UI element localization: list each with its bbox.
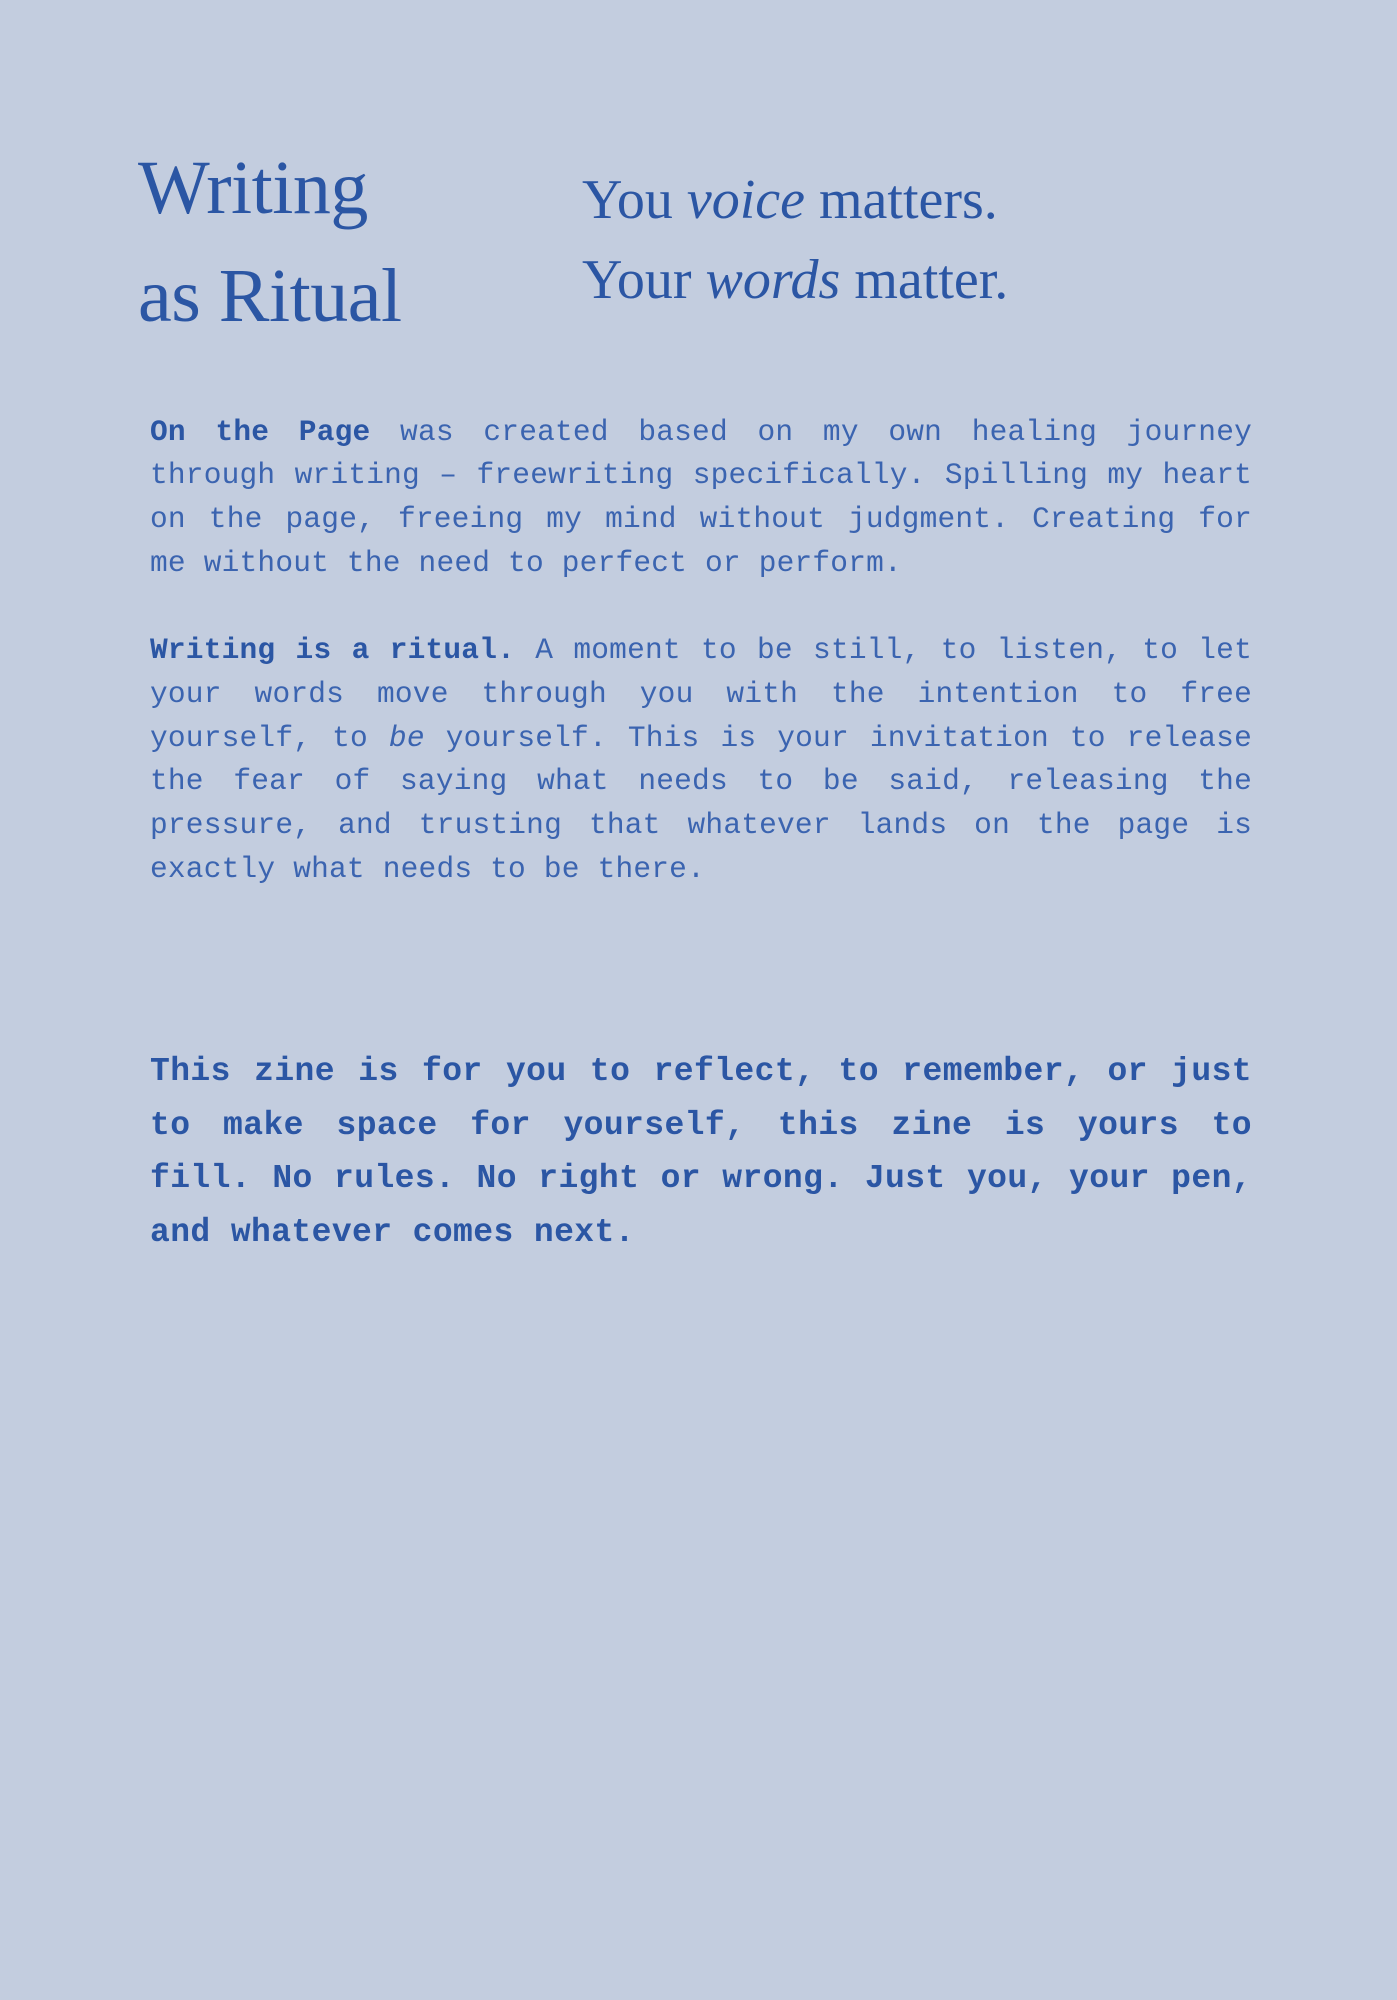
closing-statement: This zine is for you to reflect, to remember, or just to make space for yourself, this zine is yours to fill. No rules. No right or wrong. Just you, your pen, and whatever comes next. [150,1053,1252,1251]
paragraph-ritual-text-2: yourself. This is your invitation to release the fear of saying what needs to be said, releasing the pressure, and trusting that whatever lands on the page is exactly what needs to be there. [150,720,1252,886]
tagline-line-2-emphasis: words [705,248,841,311]
body-copy [150,411,1252,1259]
tagline [582,135,1397,320]
paragraph-ritual-emphasis: be [388,720,425,755]
paragraph-origin-lead: On the Page [150,414,371,449]
tagline-line-1-post: matters. [804,169,998,231]
page-title [138,135,558,351]
paragraph-origin-text: was created based on my own healing journey through writing – freewriting specifically. Spilling my heart on the page, freeing my mind without judgment. Creating for me without the need to perfect or perform. [150,414,1252,580]
tagline-line-1 [582,161,1397,241]
title-line-1: Writing [138,146,368,230]
tagline-line-2 [582,241,1397,321]
paragraph-ritual-text-1: A moment to be still, to listen, to let your words move through you with the intention to free yourself, to [150,633,1252,755]
paragraph-origin [150,411,1252,586]
tagline-line-1-emphasis: voice [686,169,805,231]
page-header [0,0,1397,351]
section-divider-space [150,935,1252,957]
tagline-line-2-post: matter. [840,248,1009,311]
paragraph-ritual [150,629,1252,891]
paragraph-ritual-lead: Writing is a ritual. [150,633,516,668]
tagline-line-1-pre: You [582,169,687,231]
tagline-line-2-pre: Your [582,248,706,311]
title-line-2: as Ritual [138,253,402,338]
